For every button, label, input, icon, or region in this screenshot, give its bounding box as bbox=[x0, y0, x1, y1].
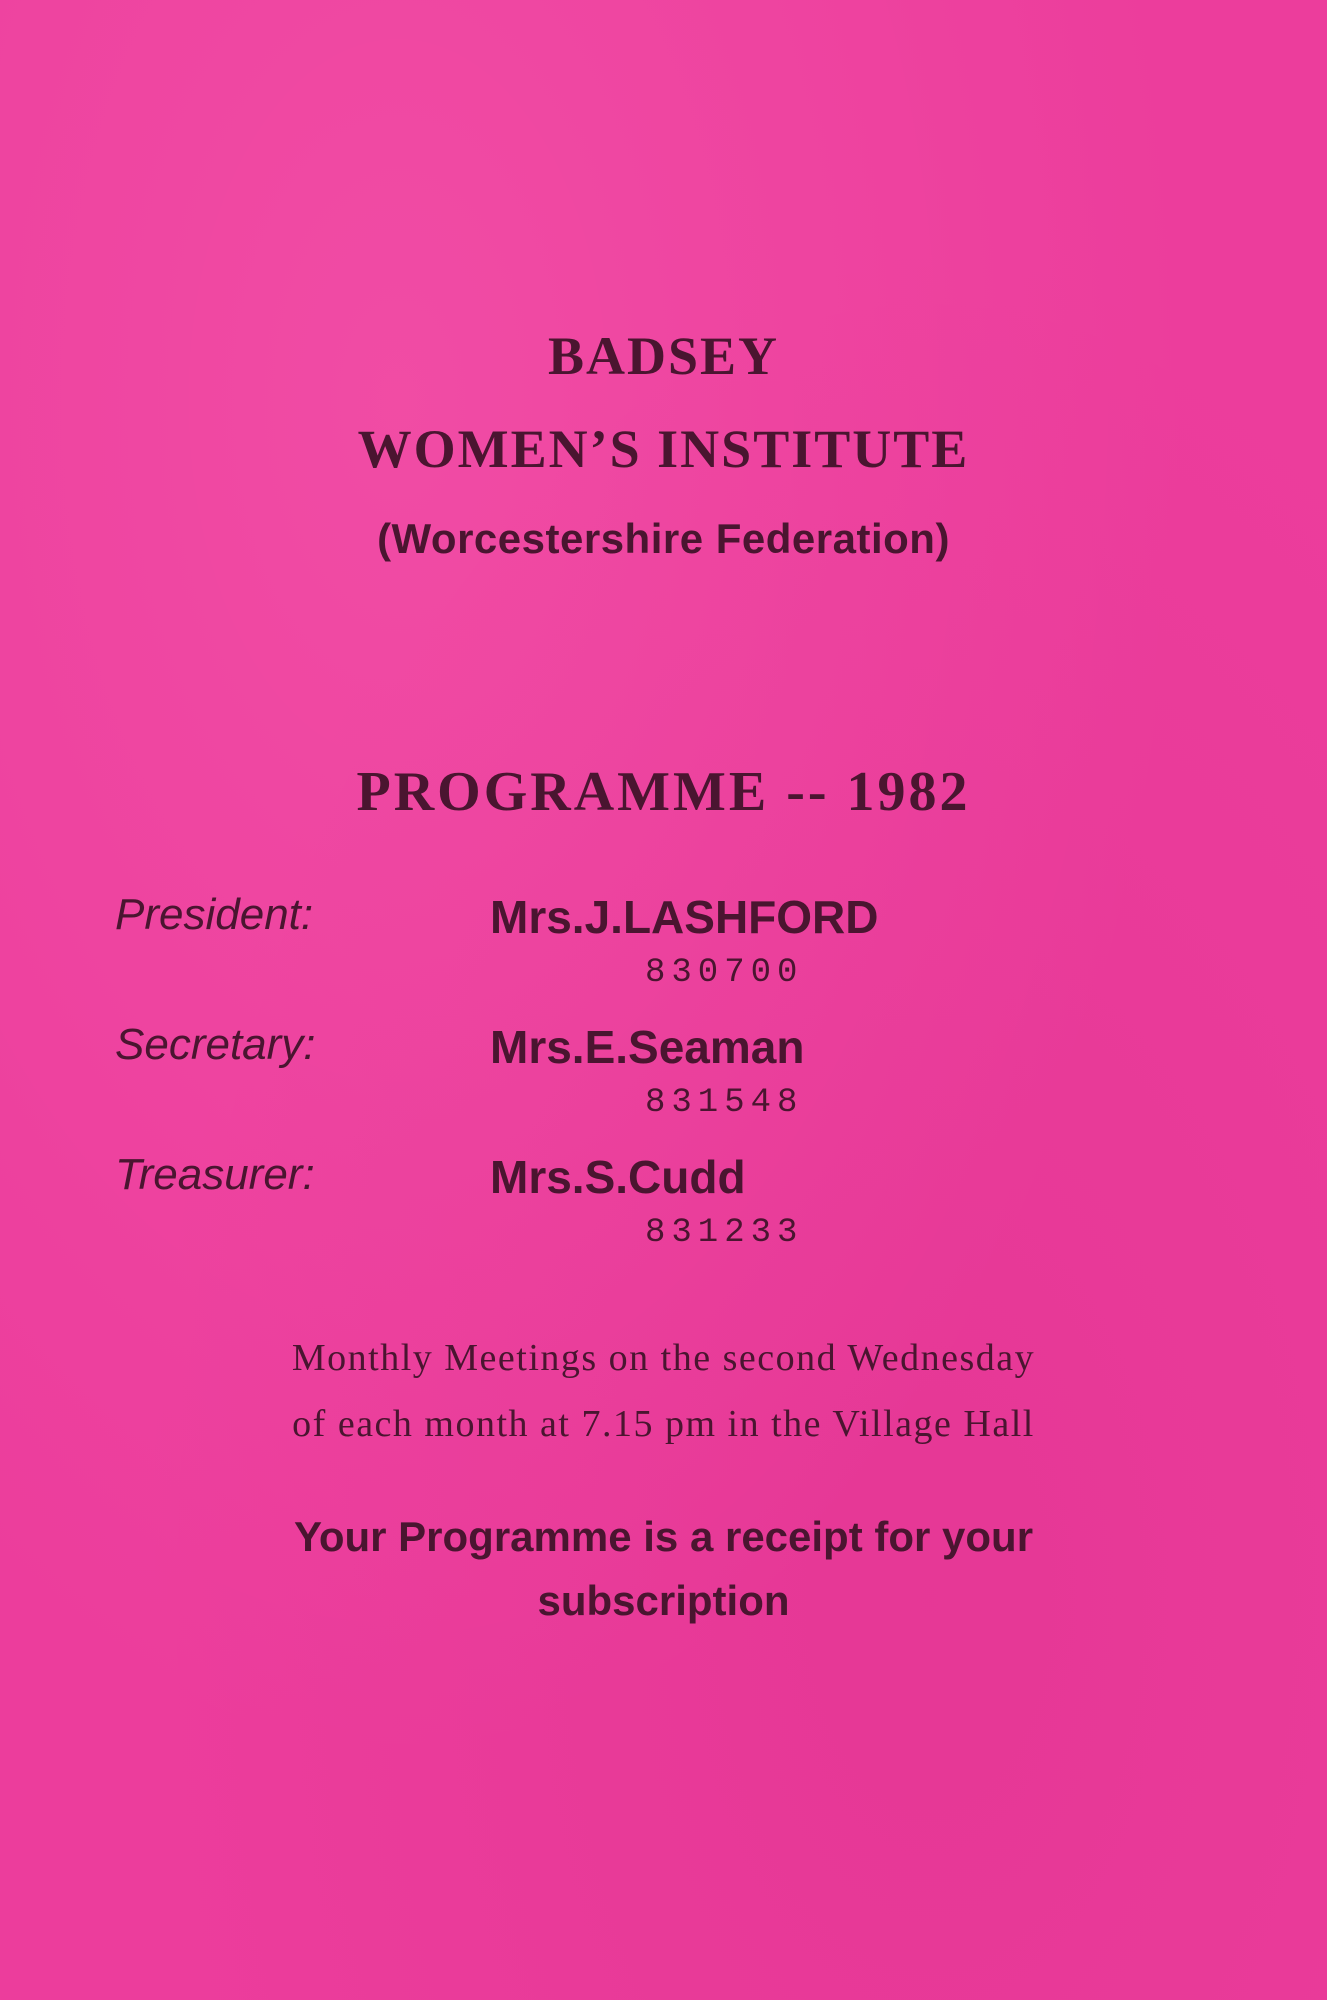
federation-subtitle: (Worcestershire Federation) bbox=[377, 515, 950, 562]
meetings-notice bbox=[0, 1325, 1327, 1457]
title-womens-institute: WOMEN’S INSTITUTE bbox=[357, 419, 970, 479]
officer-phone: 831548 bbox=[645, 1084, 804, 1122]
officer-role: Treasurer: bbox=[115, 1150, 315, 1199]
programme-title: PROGRAMME -- 1982 bbox=[356, 761, 971, 823]
receipt-line: subscription bbox=[537, 1577, 790, 1624]
receipt-line: Your Programme is a receipt for your bbox=[293, 1513, 1034, 1560]
officer-role: Secretary: bbox=[115, 1020, 316, 1069]
officer-name: Mrs.J.LASHFORD bbox=[490, 891, 879, 943]
officer-president bbox=[0, 890, 1327, 1010]
title-badsey: BADSEY bbox=[547, 326, 780, 386]
officer-name: Mrs.S.Cudd bbox=[490, 1151, 746, 1203]
officer-name: Mrs.E.Seaman bbox=[490, 1021, 805, 1073]
officer-phone: 831233 bbox=[645, 1214, 804, 1252]
receipt-notice bbox=[0, 1505, 1327, 1633]
officer-treasurer bbox=[0, 1150, 1327, 1270]
officer-role: President: bbox=[115, 890, 314, 939]
meetings-line: of each month at 7.15 pm in the Village Hall bbox=[292, 1403, 1035, 1445]
officer-phone: 830700 bbox=[645, 954, 804, 992]
meetings-line: Monthly Meetings on the second Wednesday bbox=[291, 1337, 1036, 1379]
officer-secretary bbox=[0, 1020, 1327, 1140]
